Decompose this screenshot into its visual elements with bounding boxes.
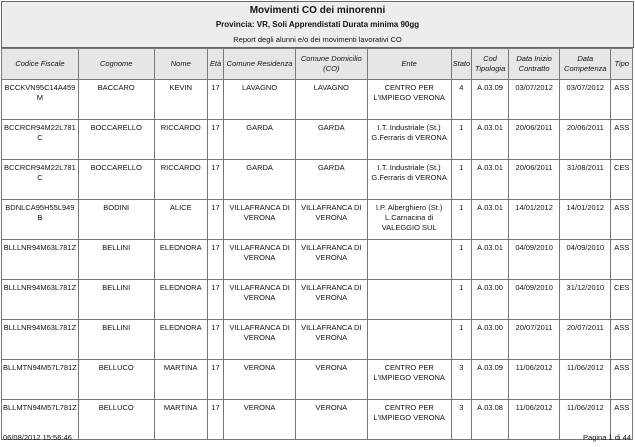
column-header: Codice Fiscale	[2, 49, 79, 80]
tipo-cell: ASS	[611, 360, 633, 400]
cognome-cell: BOCCARELLO	[78, 160, 154, 200]
ente-cell	[367, 320, 451, 360]
comune-residenza-cell: VILLAFRANCA DI VERONA	[224, 280, 296, 320]
cod-tipologia-cell: A.03.01	[472, 160, 509, 200]
ente-cell: I.T. Industriale (St.) G.Ferraris di VERONA	[367, 120, 451, 160]
cod-tipologia-cell: A.03.00	[472, 320, 509, 360]
report-title: Movimenti CO dei minorenni	[249, 5, 386, 16]
ente-cell	[367, 240, 451, 280]
cod-tipologia-cell: A.03.08	[472, 400, 509, 440]
codice-fiscale-cell: BCCRCR94M22L781C	[2, 120, 79, 160]
data-competenza-cell: 11/06/2012	[560, 360, 611, 400]
comune-residenza-cell: GARDA	[224, 120, 296, 160]
data-competenza-cell: 20/07/2011	[560, 320, 611, 360]
tipo-cell: ASS	[611, 400, 633, 440]
table-row	[2, 160, 633, 200]
comune-domicilio-cell: VILLAFRANCA DI VERONA	[295, 240, 367, 280]
report-subtitle: Provincia: VR, Soli Apprendistati Durata minima 90gg	[215, 20, 420, 29]
stato-cell: 1	[451, 280, 471, 320]
tipo-cell: ASS	[611, 80, 633, 120]
comune-domicilio-cell: VILLAFRANCA DI VERONA	[295, 280, 367, 320]
tipo-cell: ASS	[611, 240, 633, 280]
eta-cell: 17	[207, 240, 223, 280]
column-header: Tipo	[611, 49, 633, 80]
table-row	[2, 80, 633, 120]
data-inizio-cell: 20/07/2011	[509, 320, 560, 360]
data-competenza-cell: 03/07/2012	[560, 80, 611, 120]
data-competenza-cell: 20/06/2011	[560, 120, 611, 160]
eta-cell: 17	[207, 280, 223, 320]
comune-residenza-cell: VERONA	[224, 360, 296, 400]
tipo-cell: ASS	[611, 200, 633, 240]
comune-domicilio-cell: GARDA	[295, 120, 367, 160]
cod-tipologia-cell: A.03.00	[472, 280, 509, 320]
ente-cell: CENTRO PER L'IMPIEGO VERONA	[367, 400, 451, 440]
column-header: Età	[207, 49, 223, 80]
eta-cell: 17	[207, 120, 223, 160]
stato-cell: 3	[451, 400, 471, 440]
ente-cell: I.P. Alberghiero (St.) L.Carnacina di VALEGGIO SUL	[367, 200, 451, 240]
comune-domicilio-cell: VILLAFRANCA DI VERONA	[295, 320, 367, 360]
tipo-cell: ASS	[611, 320, 633, 360]
nome-cell: MARTINA	[154, 360, 207, 400]
stato-cell: 1	[451, 160, 471, 200]
comune-residenza-cell: VERONA	[224, 400, 296, 440]
data-competenza-cell: 31/08/2011	[560, 160, 611, 200]
eta-cell: 17	[207, 400, 223, 440]
ente-cell: I.T. Industriale (St.) G.Ferraris di VERONA	[367, 160, 451, 200]
eta-cell: 17	[207, 320, 223, 360]
data-competenza-cell: 11/06/2012	[560, 400, 611, 440]
column-header: Nome	[154, 49, 207, 80]
cod-tipologia-cell: A.03.01	[472, 120, 509, 160]
page-number: Pagina 1 di 44	[583, 433, 631, 442]
data-competenza-cell: 31/12/2010	[560, 280, 611, 320]
comune-domicilio-cell: VERONA	[295, 400, 367, 440]
column-header: Data Competenza	[560, 49, 611, 80]
cognome-cell: BELLINI	[78, 280, 154, 320]
comune-residenza-cell: LAVAGNO	[224, 80, 296, 120]
stato-cell: 1	[451, 200, 471, 240]
data-inizio-cell: 11/06/2012	[509, 360, 560, 400]
ente-cell: CENTRO PER L'IMPIEGO VERONA	[367, 80, 451, 120]
cod-tipologia-cell: A.03.01	[472, 240, 509, 280]
cod-tipologia-cell: A.03.01	[472, 200, 509, 240]
cod-tipologia-cell: A.03.09	[472, 80, 509, 120]
data-competenza-cell: 14/01/2012	[560, 200, 611, 240]
data-inizio-cell: 14/01/2012	[509, 200, 560, 240]
table-row	[2, 240, 633, 280]
ente-cell	[367, 280, 451, 320]
comune-domicilio-cell: LAVAGNO	[295, 80, 367, 120]
nome-cell: MARTINA	[154, 400, 207, 440]
tipo-cell: CES	[611, 160, 633, 200]
cognome-cell: BOCCARELLO	[78, 120, 154, 160]
data-inizio-cell: 20/06/2011	[509, 160, 560, 200]
column-header: Stato	[451, 49, 471, 80]
data-inizio-cell: 20/06/2011	[509, 120, 560, 160]
codice-fiscale-cell: BDNLCA95H55L949B	[2, 200, 79, 240]
stato-cell: 1	[451, 240, 471, 280]
eta-cell: 17	[207, 360, 223, 400]
table-body	[2, 80, 633, 440]
table-row	[2, 400, 633, 440]
column-header: Data Inizio Contratto	[509, 49, 560, 80]
codice-fiscale-cell: BCCRCR94M22L781C	[2, 160, 79, 200]
cognome-cell: BACCARO	[78, 80, 154, 120]
data-competenza-cell: 04/09/2010	[560, 240, 611, 280]
table-row	[2, 360, 633, 400]
comune-residenza-cell: GARDA	[224, 160, 296, 200]
comune-residenza-cell: VILLAFRANCA DI VERONA	[224, 200, 296, 240]
column-header: Ente	[367, 49, 451, 80]
nome-cell: RICCARDO	[154, 160, 207, 200]
table-row	[2, 120, 633, 160]
eta-cell: 17	[207, 200, 223, 240]
data-inizio-cell: 04/09/2010	[509, 240, 560, 280]
cognome-cell: BODINI	[78, 200, 154, 240]
codice-fiscale-cell: BLLLNR94M63L781Z	[2, 320, 79, 360]
cod-tipologia-cell: A.03.09	[472, 360, 509, 400]
nome-cell: ALICE	[154, 200, 207, 240]
stato-cell: 1	[451, 320, 471, 360]
data-inizio-cell: 03/07/2012	[509, 80, 560, 120]
comune-domicilio-cell: VILLAFRANCA DI VERONA	[295, 200, 367, 240]
nome-cell: KEVIN	[154, 80, 207, 120]
tipo-cell: CES	[611, 280, 633, 320]
cognome-cell: BELLUCO	[78, 400, 154, 440]
nome-cell: ELEONORA	[154, 320, 207, 360]
codice-fiscale-cell: BLLLNR94M63L781Z	[2, 240, 79, 280]
table-row	[2, 320, 633, 360]
table-row	[2, 200, 633, 240]
comune-residenza-cell: VILLAFRANCA DI VERONA	[224, 320, 296, 360]
stato-cell: 1	[451, 120, 471, 160]
eta-cell: 17	[207, 80, 223, 120]
tipo-cell: ASS	[611, 120, 633, 160]
report-header	[1, 1, 634, 48]
column-header: Comune Residenza	[224, 49, 296, 80]
cognome-cell: BELLINI	[78, 320, 154, 360]
cognome-cell: BELLUCO	[78, 360, 154, 400]
codice-fiscale-cell: BLLLNR94M63L781Z	[2, 280, 79, 320]
comune-domicilio-cell: GARDA	[295, 160, 367, 200]
stato-cell: 4	[451, 80, 471, 120]
eta-cell: 17	[207, 160, 223, 200]
ente-cell: CENTRO PER L'IMPIEGO VERONA	[367, 360, 451, 400]
column-header: Cognome	[78, 49, 154, 80]
nome-cell: ELEONORA	[154, 280, 207, 320]
cognome-cell: BELLINI	[78, 240, 154, 280]
data-inizio-cell: 11/06/2012	[509, 400, 560, 440]
column-header: Comune Domicilio (CO)	[295, 49, 367, 80]
table-header-row	[2, 49, 633, 80]
nome-cell: ELEONORA	[154, 240, 207, 280]
comune-domicilio-cell: VERONA	[295, 360, 367, 400]
table-row	[2, 280, 633, 320]
print-timestamp: 06/08/2012 15:56:46	[3, 433, 72, 442]
nome-cell: RICCARDO	[154, 120, 207, 160]
codice-fiscale-cell: BLLMTN94M57L781Z	[2, 360, 79, 400]
movements-table	[1, 48, 633, 440]
codice-fiscale-cell: BCCKVN95C14A459M	[2, 80, 79, 120]
comune-residenza-cell: VILLAFRANCA DI VERONA	[224, 240, 296, 280]
stato-cell: 3	[451, 360, 471, 400]
report-description: Report degli alunni e/o dei movimenti lavorativi CO	[233, 35, 402, 44]
data-inizio-cell: 04/09/2010	[509, 280, 560, 320]
column-header: Cod Tipologia	[472, 49, 509, 80]
codice-fiscale-cell: BLLMTN94M57L781Z	[2, 400, 79, 440]
